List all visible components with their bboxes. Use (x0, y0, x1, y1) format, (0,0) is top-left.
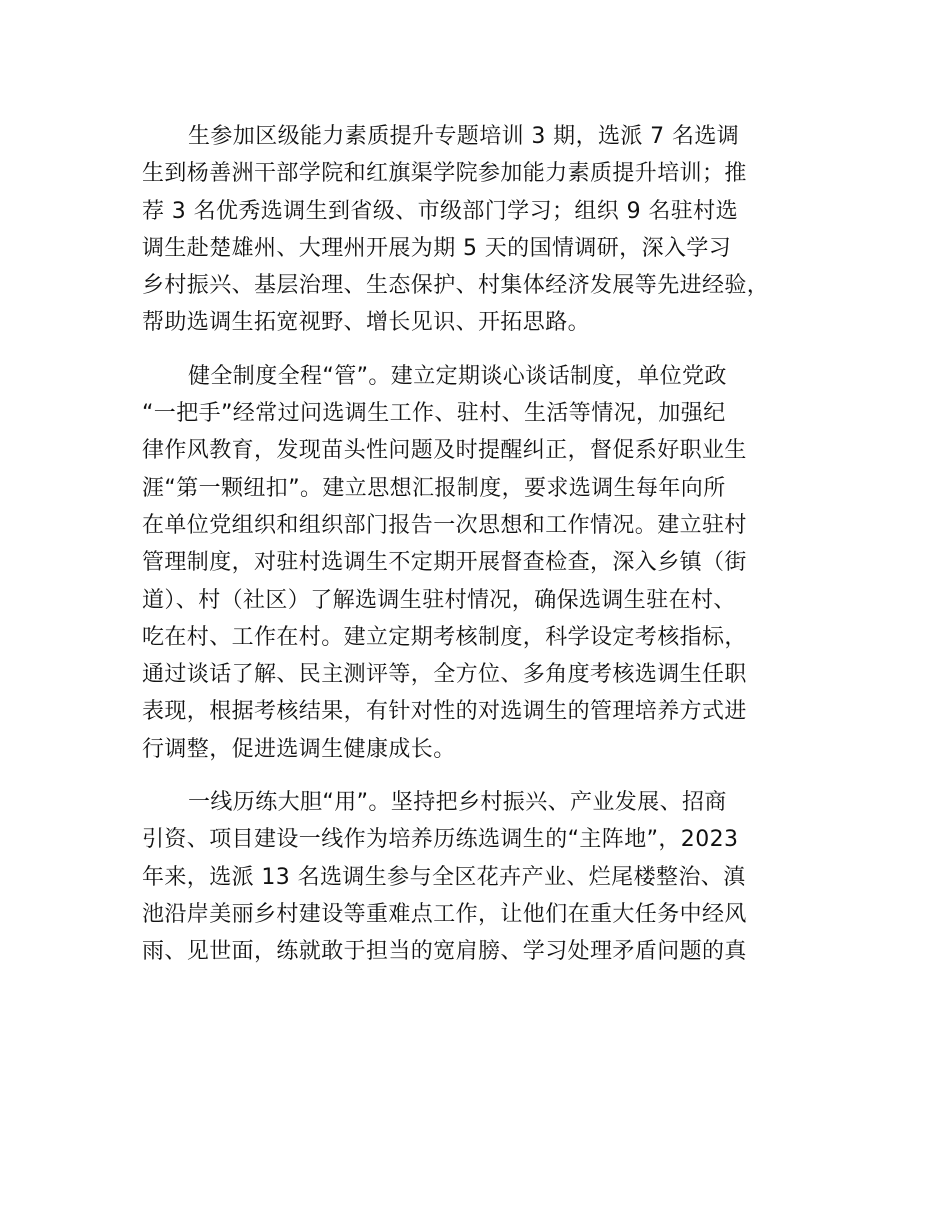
paragraph-training (142, 118, 842, 342)
text-line: 行调整，促进选调生健康成长。 (142, 736, 456, 762)
text-line: 调生赴楚雄州、大理州开展为期 5 天的国情调研，深入学习 (142, 235, 732, 261)
text-line: 生参加区级能力素质提升专题培训 3 期，选派 7 名选调 (188, 124, 740, 149)
text-line: 一线历练大胆“用”。坚持把乡村振兴、产业发展、招商 (188, 790, 727, 816)
text-line: 年来，选派 13 名选调生参与全区花卉产业、烂尾楼整治、滇 (142, 864, 746, 890)
text-line: 雨、见世面，练就敢于担当的宽肩膀、学习处理矛盾问题的真 (142, 939, 747, 965)
text-line: 荐 3 名优秀选调生到省级、市级部门学习；组织 9 名驻村选 (142, 198, 738, 224)
text-line: 吃在村、工作在村。建立定期考核制度，科学设定考核指标， (142, 624, 747, 650)
text-line: 表现，根据考核结果，有针对性的对选调生的管理培养方式进 (142, 699, 747, 725)
document-body (142, 118, 842, 987)
text-line: 池沿岸美丽乡村建设等重难点工作，让他们在重大任务中经风 (142, 901, 747, 927)
text-line: 涯“第一颗纽扣”。建立思想汇报制度，要求选调生每年向所 (142, 475, 726, 501)
text-line: 律作风教育，发现苗头性问题及时提醒纠正，督促系好职业生 (142, 438, 747, 464)
text-line: 在单位党组织和组织部门报告一次思想和工作情况。建立驻村 (142, 512, 747, 538)
text-line: 健全制度全程“管”。建立定期谈心谈话制度，单位党政 (188, 363, 727, 389)
text-line: 道）、村（社区）了解选调生驻村情况，确保选调生驻在村、 (142, 587, 736, 613)
text-line: 帮助选调生拓宽视野、增长见识、开拓思路。 (142, 310, 591, 336)
text-line: 通过谈话了解、民主测评等，全方位、多角度考核选调生任职 (142, 662, 747, 688)
text-line: “一把手”经常过问选调生工作、驻村、生活等情况，加强纪 (142, 401, 726, 427)
paragraph-frontline-practice (142, 784, 842, 970)
text-line: 管理制度，对驻村选调生不定期开展督查检查，深入乡镇（街 (142, 550, 747, 576)
text-line: 乡村振兴、基层治理、生态保护、村集体经济发展等先进经验， (142, 273, 770, 299)
paragraph-management-system (142, 358, 842, 768)
text-line: 生到杨善洲干部学院和红旗渠学院参加能力素质提升培训；推 (142, 161, 747, 187)
text-line: 引资、项目建设一线作为培养历练选调生的“主阵地”，2023 (142, 827, 739, 853)
